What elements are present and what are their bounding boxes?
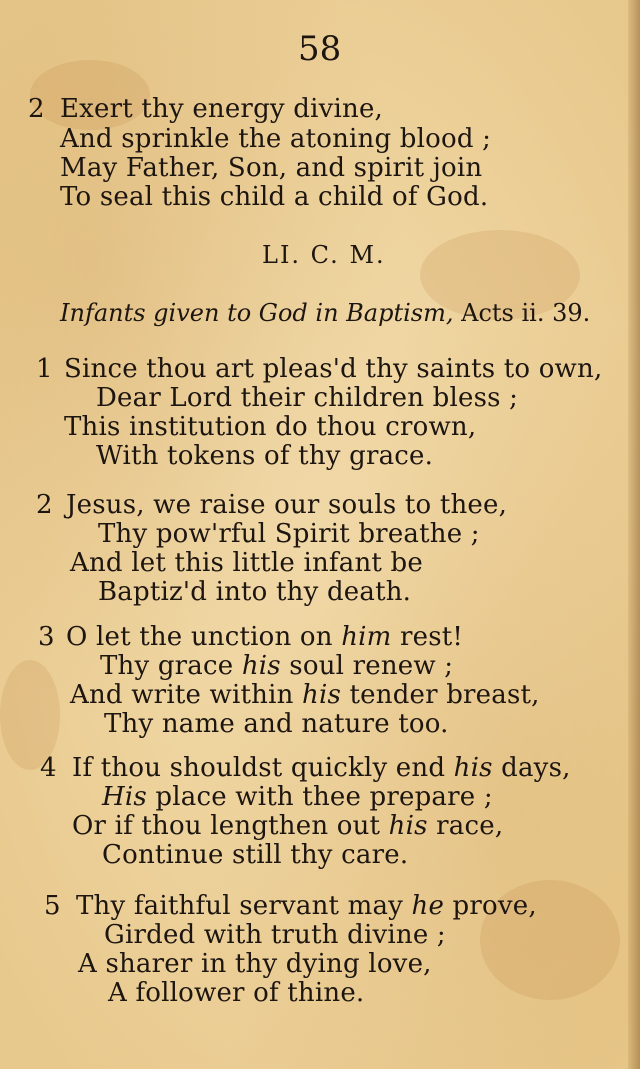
verse-text: And write within: [70, 680, 303, 710]
verse-line: With tokens of thy grace.: [96, 441, 434, 471]
verse-emphasis: his: [453, 753, 493, 783]
verse-text: soul renew ;: [280, 651, 454, 681]
verse-text: Thy grace: [100, 651, 242, 681]
verse-text: Or if thou lengthen out: [72, 811, 389, 841]
verse-text: rest!: [391, 622, 464, 652]
verse-line: A sharer in thy dying love,: [78, 949, 432, 979]
verse-line: And let this little infant be: [70, 548, 423, 578]
verse-text: prove,: [444, 891, 537, 921]
verse-emphasis: his: [241, 651, 281, 681]
verse-line: Continue still thy care.: [102, 840, 409, 870]
verse-line: Dear Lord their children bless ;: [96, 383, 519, 413]
stanza-number: 3: [38, 622, 55, 652]
verse-text: place with thee prepare ;: [146, 782, 493, 812]
verse-line: Exert thy energy divine,: [60, 94, 384, 124]
verse-line: Jesus, we raise our souls to thee,: [66, 490, 508, 520]
verse-emphasis: his: [388, 811, 428, 841]
verse-emphasis: His: [102, 782, 147, 812]
page-number: 58: [298, 29, 342, 69]
verse-line: Thy name and nature too.: [104, 709, 449, 739]
hymn-heading: LI. C. M.: [262, 241, 386, 269]
verse-line: May Father, Son, and spirit join: [60, 153, 483, 183]
stanza-number: 5: [44, 891, 61, 921]
verse-line: And sprinkle the atoning blood ;: [60, 124, 492, 154]
verse-emphasis: his: [302, 680, 342, 710]
verse-line: Girded with truth divine ;: [104, 920, 446, 950]
page-edge-shadow: [628, 0, 640, 1069]
verse-line: Baptiz'd into thy death.: [98, 577, 412, 607]
verse-line: [72, 753, 571, 783]
verse-text: days,: [492, 753, 571, 783]
verse-line: [76, 891, 537, 921]
verse-text: If thou shouldst quickly end: [72, 753, 454, 783]
verse-line: This institution do thou crown,: [64, 412, 477, 442]
verse-line: A follower of thine.: [108, 978, 365, 1008]
hymn-subtitle-reference: Acts ii. 39.: [461, 299, 591, 327]
verse-line: Thy pow'rful Spirit breathe ;: [98, 519, 480, 549]
hymn-subtitle-title: Infants given to God in Baptism,: [60, 299, 454, 327]
verse-line: To seal this child a child of God.: [60, 182, 489, 212]
verse-line: [66, 622, 463, 652]
hymn-subtitle: [60, 298, 590, 328]
verse-emphasis: him: [341, 622, 392, 652]
stanza-number: 1: [36, 354, 53, 384]
verse-line: [100, 651, 453, 681]
verse-line: Since thou art pleas'd thy saints to own,: [64, 354, 603, 384]
stanza-number: 4: [40, 753, 57, 783]
verse-line: [72, 811, 503, 841]
verse-text: tender breast,: [341, 680, 540, 710]
verse-line: [102, 782, 493, 812]
verse-line: [70, 680, 540, 710]
stanza-number: 2: [36, 490, 53, 520]
verse-text: race,: [427, 811, 504, 841]
verse-text: O let the unction on: [66, 622, 342, 652]
stanza-number: 2: [28, 94, 45, 124]
verse-emphasis: he: [411, 891, 445, 921]
verse-text: Thy faithful servant may: [76, 891, 412, 921]
